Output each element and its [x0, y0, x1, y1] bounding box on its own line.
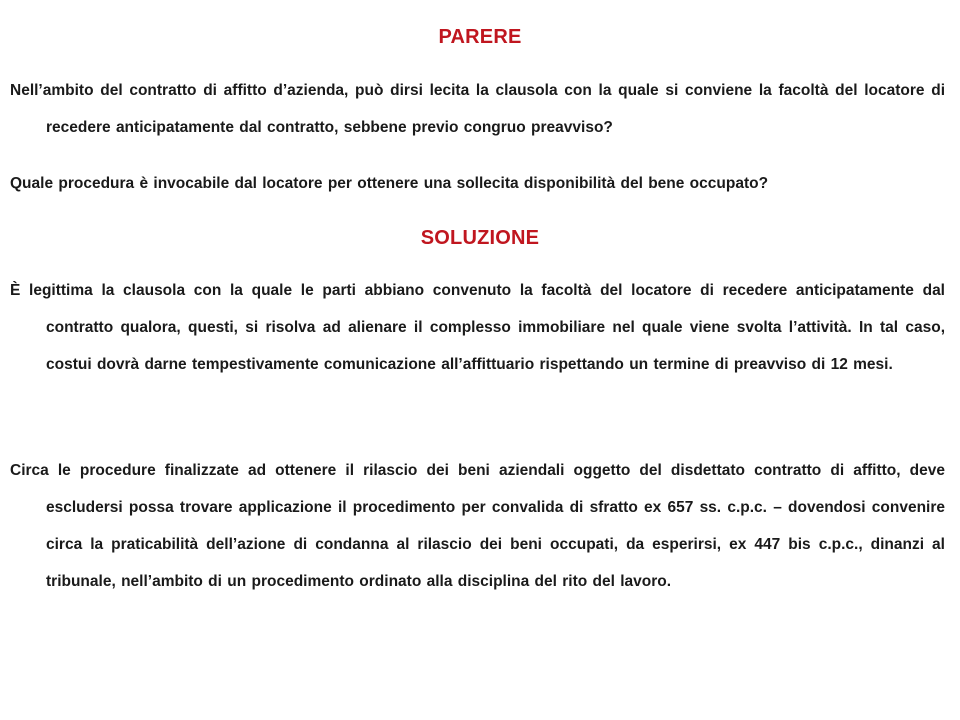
heading-parere: PARERE — [438, 26, 522, 48]
answer-paragraph-2: Circa le procedure finalizzate ad ottenere il rilascio dei beni aziendali oggetto del disdettato contratto di affitto, deve escludersi possa trovare applicazione il procedimento per convalida di sfratto ex 657 ss. c.p.c. – dovendosi convenire circa la praticabilità dell’azione di condanna al rilascio dei beni occupati, da esperirsi, ex 447 bis c.p.c., dinanzi al tribunale, nell’ambito di un procedimento ordinato alla disciplina del rito del lavoro. — [10, 462, 945, 590]
answer-paragraph-1: È legittima la clausola con la quale le parti abbiano convenuto la facoltà del locatore di recedere anticipatamente dal contratto qualora, questi, si risolva ad alienare il complesso immobiliare nel quale viene svolta l’attività. In tal caso, costui dovrà darne tempestivamente comunicazione all’affittuario rispettando un termine di preavviso di 12 mesi. — [10, 282, 945, 373]
heading-soluzione: SOLUZIONE — [420, 227, 540, 249]
question-paragraph-2: Quale procedura è invocabile dal locatore per ottenere una sollecita disponibilità del bene occupato? — [10, 175, 769, 192]
question-paragraph-1: Nell’ambito del contratto di affitto d’azienda, può dirsi lecita la clausola con la quale si conviene la facoltà del locatore di recedere anticipatamente dal contratto, sebbene previo congruo preavviso? — [10, 82, 945, 136]
